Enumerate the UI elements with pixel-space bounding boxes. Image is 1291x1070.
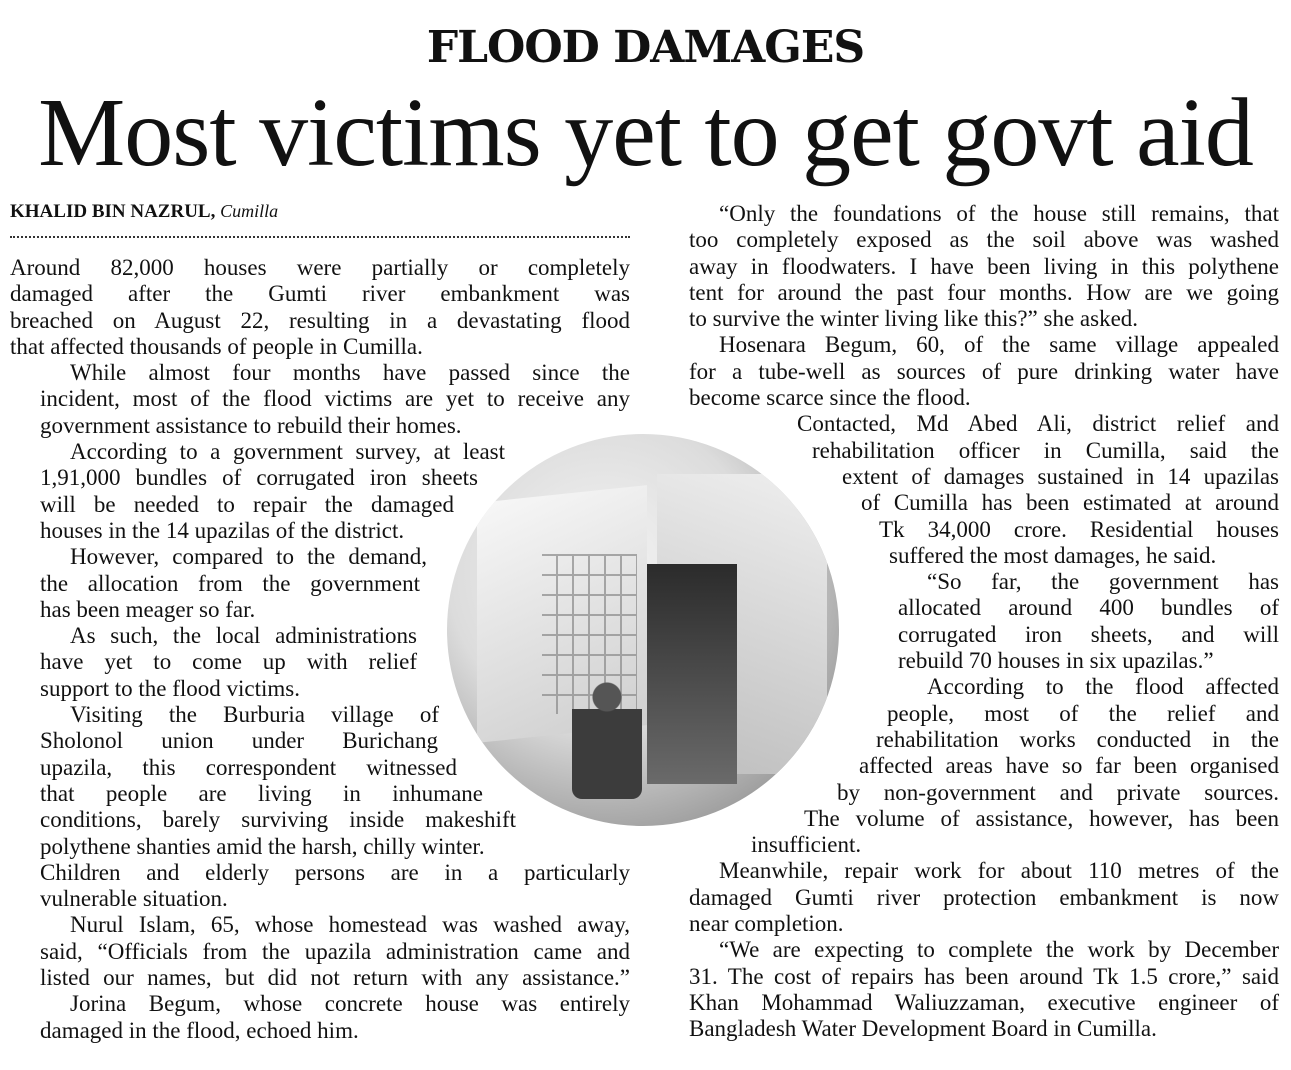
text-line: Visiting the Burburia village of [70, 702, 439, 728]
text-line: government assistance to rebuild their homes. [40, 412, 462, 438]
text-line: for a tube-well as sources of pure drinking water have [689, 358, 1279, 384]
left-paragraph-2 [10, 360, 630, 439]
text-line: listed our names, but did not return with any assistance.” [40, 965, 630, 991]
text-line: “We are expecting to complete the work by December [719, 937, 1279, 963]
text-line: According to the flood affected [927, 674, 1279, 700]
text-line: rehabilitation works conducted in the [876, 726, 1279, 752]
right-paragraph-7 [659, 937, 1279, 1042]
text-line: of Cumilla has been estimated at around [861, 490, 1279, 516]
text-line: said, “Officials from the upazila administration came and [40, 938, 630, 964]
left-paragraph-4 [10, 544, 630, 623]
text-line: Contacted, Md Abed Ali, district relief and [797, 411, 1279, 437]
right-paragraph-4 [659, 569, 1279, 674]
text-line: tent for around the past four months. How are we going [689, 279, 1279, 305]
byline-location: Cumilla [220, 201, 279, 221]
text-line: extent of damages sustained in 14 upazilas [842, 463, 1279, 489]
right-paragraph-1 [659, 201, 1279, 332]
text-line: vulnerable situation. [40, 886, 228, 912]
right-column [659, 201, 1279, 1043]
text-line: Hosenara Begum, 60, of the same village appealed [719, 332, 1279, 358]
text-line: 31. The cost of repairs has been around Tk 1.5 crore,” said [689, 963, 1279, 989]
text-line: Children and elderly persons are in a particularly [40, 859, 630, 885]
text-line: Sholonol union under Burichang [40, 728, 438, 754]
text-line: affected areas have so far been organised [859, 753, 1279, 779]
text-line: damaged after the Gumti river embankment was [10, 281, 630, 307]
text-line: According to a government survey, at least [70, 439, 505, 465]
left-paragraph-7 [10, 912, 630, 991]
text-line: Khan Mohammad Waliuzzaman, executive engineer of [689, 989, 1279, 1015]
text-line: too completely exposed as the soil above was washed [689, 227, 1279, 253]
text-line: “So far, the government has [927, 569, 1279, 595]
text-line: has been meager so far. [40, 596, 256, 622]
text-line: support to the flood victims. [40, 675, 301, 701]
text-line: damaged in the flood, echoed him. [40, 1017, 359, 1043]
left-column [10, 255, 630, 1044]
text-line: As such, the local administrations [70, 623, 417, 649]
text-line: Meanwhile, repair work for about 110 metres of the [719, 858, 1279, 884]
byline [10, 201, 278, 223]
text-line: insufficient. [751, 832, 862, 858]
text-line: that people are living in inhumane [40, 780, 483, 806]
text-line: breached on August 22, resulting in a devastating flood [10, 307, 630, 333]
text-line: Around 82,000 houses were partially or completely [10, 255, 630, 280]
text-line: “Only the foundations of the house still remains, that [719, 201, 1279, 226]
byline-rule [10, 236, 630, 238]
text-line: conditions, barely surviving inside makeshift [40, 807, 516, 833]
text-line: near completion. [689, 911, 844, 937]
text-line: have yet to come up with relief [40, 649, 417, 675]
text-line: However, compared to the demand, [70, 544, 427, 570]
text-line: that affected thousands of people in Cumilla. [10, 333, 423, 359]
text-line: incident, most of the flood victims are yet to receive any [40, 386, 630, 412]
text-line: polythene shanties amid the harsh, chilly winter. [40, 833, 485, 859]
text-line: people, most of the relief and [887, 700, 1279, 726]
left-paragraph-1 [10, 255, 630, 360]
text-line: will be needed to repair the damaged [40, 491, 454, 517]
left-paragraph-6 [10, 702, 630, 912]
text-line: rehabilitation officer in Cumilla, said the [812, 437, 1279, 463]
text-line: the allocation from the government [40, 570, 420, 596]
text-line: Bangladesh Water Development Board in Cumilla. [689, 1016, 1157, 1042]
text-line: away in floodwaters. I have been living in this polythene [689, 253, 1279, 279]
text-line: Tk 34,000 crore. Residential houses [879, 516, 1279, 542]
text-line: suffered the most damages, he said. [889, 542, 1217, 568]
right-paragraph-5 [659, 674, 1279, 858]
text-line: by non-government and private sources. [837, 779, 1279, 805]
text-line: The volume of assistance, however, has been [804, 805, 1279, 831]
text-line: to survive the winter living like this?” she asked. [689, 306, 1139, 332]
text-line: While almost four months have passed since the [70, 360, 630, 386]
text-line: upazila, this correspondent witnessed [40, 754, 457, 780]
text-line: become scarce since the flood. [689, 385, 971, 411]
left-paragraph-8 [10, 991, 630, 1044]
right-paragraph-3 [659, 411, 1279, 569]
left-paragraph-3 [10, 439, 630, 544]
text-line: damaged Gumti river protection embankment is now [689, 884, 1279, 910]
kicker: FLOOD DAMAGES [426, 22, 865, 73]
text-line: corrugated iron sheets, and will [898, 621, 1279, 647]
text-line: rebuild 70 houses in six upazilas.” [898, 648, 1214, 674]
right-paragraph-6 [659, 858, 1279, 937]
headline: Most victims yet to get govt aid [38, 79, 1253, 187]
text-line: Nurul Islam, 65, whose homestead was washed away, [70, 912, 630, 938]
text-line: houses in the 14 upazilas of the district. [40, 517, 405, 543]
text-line: 1,91,000 bundles of corrugated iron sheets [40, 465, 478, 491]
text-line: Jorina Begum, whose concrete house was entirely [70, 991, 630, 1017]
text-line: allocated around 400 bundles of [898, 595, 1279, 621]
left-paragraph-5 [10, 623, 630, 702]
byline-name: KHALID BIN NAZRUL, [10, 201, 216, 222]
right-paragraph-2 [659, 332, 1279, 411]
